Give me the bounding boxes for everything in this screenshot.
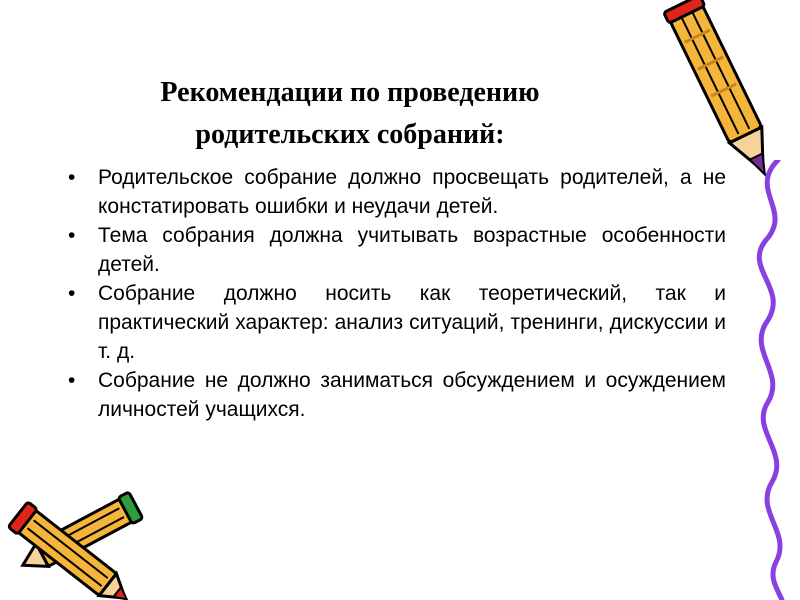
squiggle-decoration xyxy=(738,160,800,600)
bullet-item: • Родительское собрание должно просвещать родителей, а не констатировать ошибки и неудачи детей. xyxy=(60,163,726,221)
bullet-item: • Тема собрания должна учитывать возрастные особенности детей. xyxy=(60,221,726,279)
slide-title-line-2: родительских собраний: xyxy=(195,119,505,150)
crayons-icon xyxy=(0,485,180,600)
bullet-list xyxy=(60,163,726,424)
bullet-item: • Собрание не должно заниматься обсуждением и осуждением личностей учащихся. xyxy=(60,366,726,424)
slide-title-line-1: Рекомендации по проведению xyxy=(160,77,540,108)
bullet-item: • Собрание должно носить как теоретический, так и практический характер: анализ ситуаций, тренинги, дискуссии и т. д. xyxy=(60,279,726,366)
slide-title xyxy=(70,72,630,156)
